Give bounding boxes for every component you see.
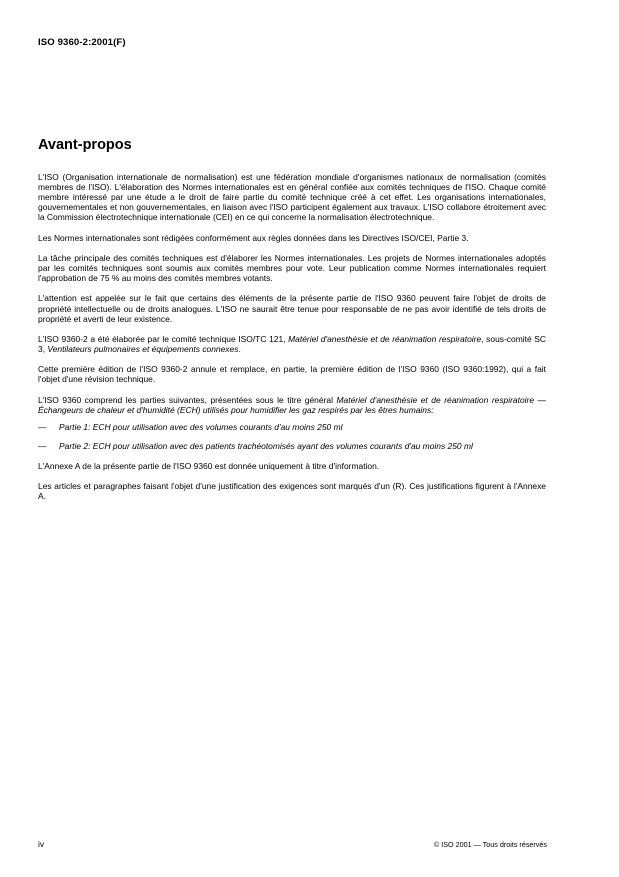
prepared-by-end: .: [238, 343, 241, 354]
list-item: [38, 441, 546, 451]
list-item-text: Partie 1: ECH pour utilisation avec des volumes courants d'au moins 250 ml: [59, 422, 343, 433]
foreword-body: [38, 172, 546, 512]
copyright-notice: © ISO 2001 — Tous droits réservés: [433, 840, 547, 849]
dash-marker: —: [38, 422, 47, 433]
dash-marker: —: [38, 441, 47, 452]
paragraph-prepared-by: [38, 334, 546, 354]
paragraph-patent-rights: L'attention est appelée sur le fait que certains des éléments de la présente partie de l'ISO 9360 peuvent faire l'objet de droits de propriété intellectuelle ou de droits analogues. L'ISO ne saurait être tenue pour responsable de ne pas avoir identifié de tels droits de propriété et averti de leur existence.: [38, 293, 546, 324]
paragraph-parts-intro: [38, 395, 546, 415]
page-number: iv: [38, 839, 45, 849]
list-item-text: Partie 2: ECH pour utilisation avec des patients trachéotomisés ayant des volumes courants d'au moins 250 ml: [59, 441, 473, 452]
paragraph-technical-committees: La tâche principale des comités techniques est d'élaborer les Normes internationales. Les projets de Normes internationales adoptés par les comités techniques sont soumis aux comités membres pour vote. Leur publication comme Normes internationales requiert l'approbation de 75 % au moins des comités membres votants.: [38, 252, 546, 284]
document-id: ISO 9360-2:2001(F): [38, 37, 126, 48]
paragraph-edition: Cette première édition de l'ISO 9360-2 annule et remplace, en partie, la première édition de l'ISO 9360 (ISO 9360:1992), qui a fait l'objet d'une révision technique.: [38, 364, 546, 385]
section-title: Avant-propos: [38, 137, 132, 153]
committee-title: Matériel d'anesthésie et de réanimation respiratoire: [288, 333, 482, 344]
paragraph-annex-info: L'Annexe A de la présente partie de l'ISO 9360 est donnée uniquement à titre d'information.: [38, 461, 380, 471]
parts-intro-text: L'ISO 9360 comprend les parties suivantes, présentées sous le titre général: [38, 394, 337, 405]
subcommittee-text: , sous-comité SC 3,: [38, 333, 546, 354]
general-title: Matériel d'anesthésie et de réanimation respiratoire — Échangeurs de chaleur et d'humidité (ECH) utilisés pour humidifier les gaz respirés par les êtres humains:: [38, 394, 546, 415]
prepared-by-text: L'ISO 9360-2 a été élaborée par le comité technique ISO/TC 121,: [38, 333, 289, 344]
paragraph-justification: Les articles et paragraphes faisant l'objet d'une justification des exigences sont marqués d'un (R). Ces justifications figurent à l'Annexe A.: [38, 481, 546, 502]
paragraph-directives: Les Normes internationales sont rédigées conformément aux règles données dans les Directives ISO/CEI, Partie 3.: [38, 232, 469, 243]
list-item: [38, 422, 546, 432]
paragraph-iso-organisation: L'ISO (Organisation internationale de normalisation) est une fédération mondiale d'organismes nationaux de normalisation (comités membres de l'ISO). L'élaboration des Normes internationales est en général confiée aux comités techniques de l'ISO. Chaque comité membre intéressé par une étude a le droit de faire partie du comité technique créé à cet effet. Les organisations internationales, gouvernementales et non gouvernementales, en liaison avec l'ISO participent également aux travaux. L'ISO collabore étroitement avec la Commission électrotechnique internationale (CEI) en ce qui concerne la normalisation électrotechnique.: [38, 172, 546, 223]
subcommittee-title: Ventilateurs pulmonaires et équipements connexes: [47, 343, 239, 354]
